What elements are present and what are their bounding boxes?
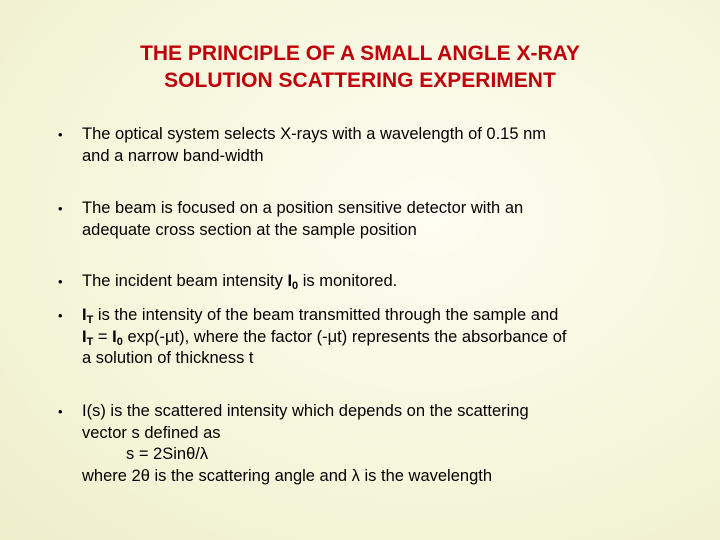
bullet-marker: • [58, 308, 63, 323]
bullet-scattered-intensity [58, 401, 658, 487]
text-fragment: = [93, 327, 113, 346]
bullet-marker: • [58, 201, 63, 216]
bullet-text-line: The optical system selects X-rays with a wavelength of 0.15 nm [82, 125, 547, 143]
bullet-text-line: I(s) is the scattered intensity which depends on the scattering [82, 402, 529, 420]
bullet-wavelength [58, 124, 658, 167]
subscript: T [86, 314, 94, 326]
bullet-marker: • [58, 127, 63, 142]
title-line-2: SOLUTION SCATTERING EXPERIMENT [164, 69, 556, 92]
bullet-text-line: vector s defined as [82, 423, 221, 442]
intensity-symbol: I [112, 327, 117, 346]
bullet-text-line [82, 327, 658, 349]
text-fragment: is monitored. [298, 272, 398, 290]
bullet-text-line: a solution of thickness t [82, 349, 254, 367]
bullet-transmitted-intensity [58, 305, 658, 370]
bullet-text-line: where 2θ is the scattering angle and λ is the wavelength [82, 466, 493, 485]
text-fragment: The incident beam intensity [82, 272, 288, 290]
intensity-symbol: I [82, 306, 87, 324]
bullet-beam-focus [58, 198, 658, 241]
subscript: 0 [116, 335, 123, 348]
bullet-text-line: and a narrow band-width [82, 146, 264, 165]
bullet-text-line: The beam is focused on a position sensitive detector with an [82, 199, 524, 217]
scattering-vector-formula: s = 2Sinθ/λ [126, 445, 209, 463]
bullet-text-line [82, 305, 658, 327]
bullet-text-line: adequate cross section at the sample position [82, 220, 417, 239]
text-fragment: is the intensity of the beam transmitted through the sample and [93, 306, 559, 324]
subscript: T [86, 335, 94, 348]
title-line-1: THE PRINCIPLE OF A SMALL ANGLE X-RAY [140, 42, 580, 65]
bullet-incident-intensity [58, 271, 658, 293]
bullet-marker: • [58, 404, 63, 419]
intensity-symbol: I [82, 327, 87, 346]
text-fragment: exp(-μt), where the factor (-μt) represents the absorbance of [122, 327, 567, 346]
bullet-text-line [82, 271, 658, 293]
subscript: 0 [292, 280, 299, 292]
slide-title [0, 40, 720, 94]
bullet-marker: • [58, 274, 63, 289]
intensity-symbol: I [287, 272, 293, 290]
